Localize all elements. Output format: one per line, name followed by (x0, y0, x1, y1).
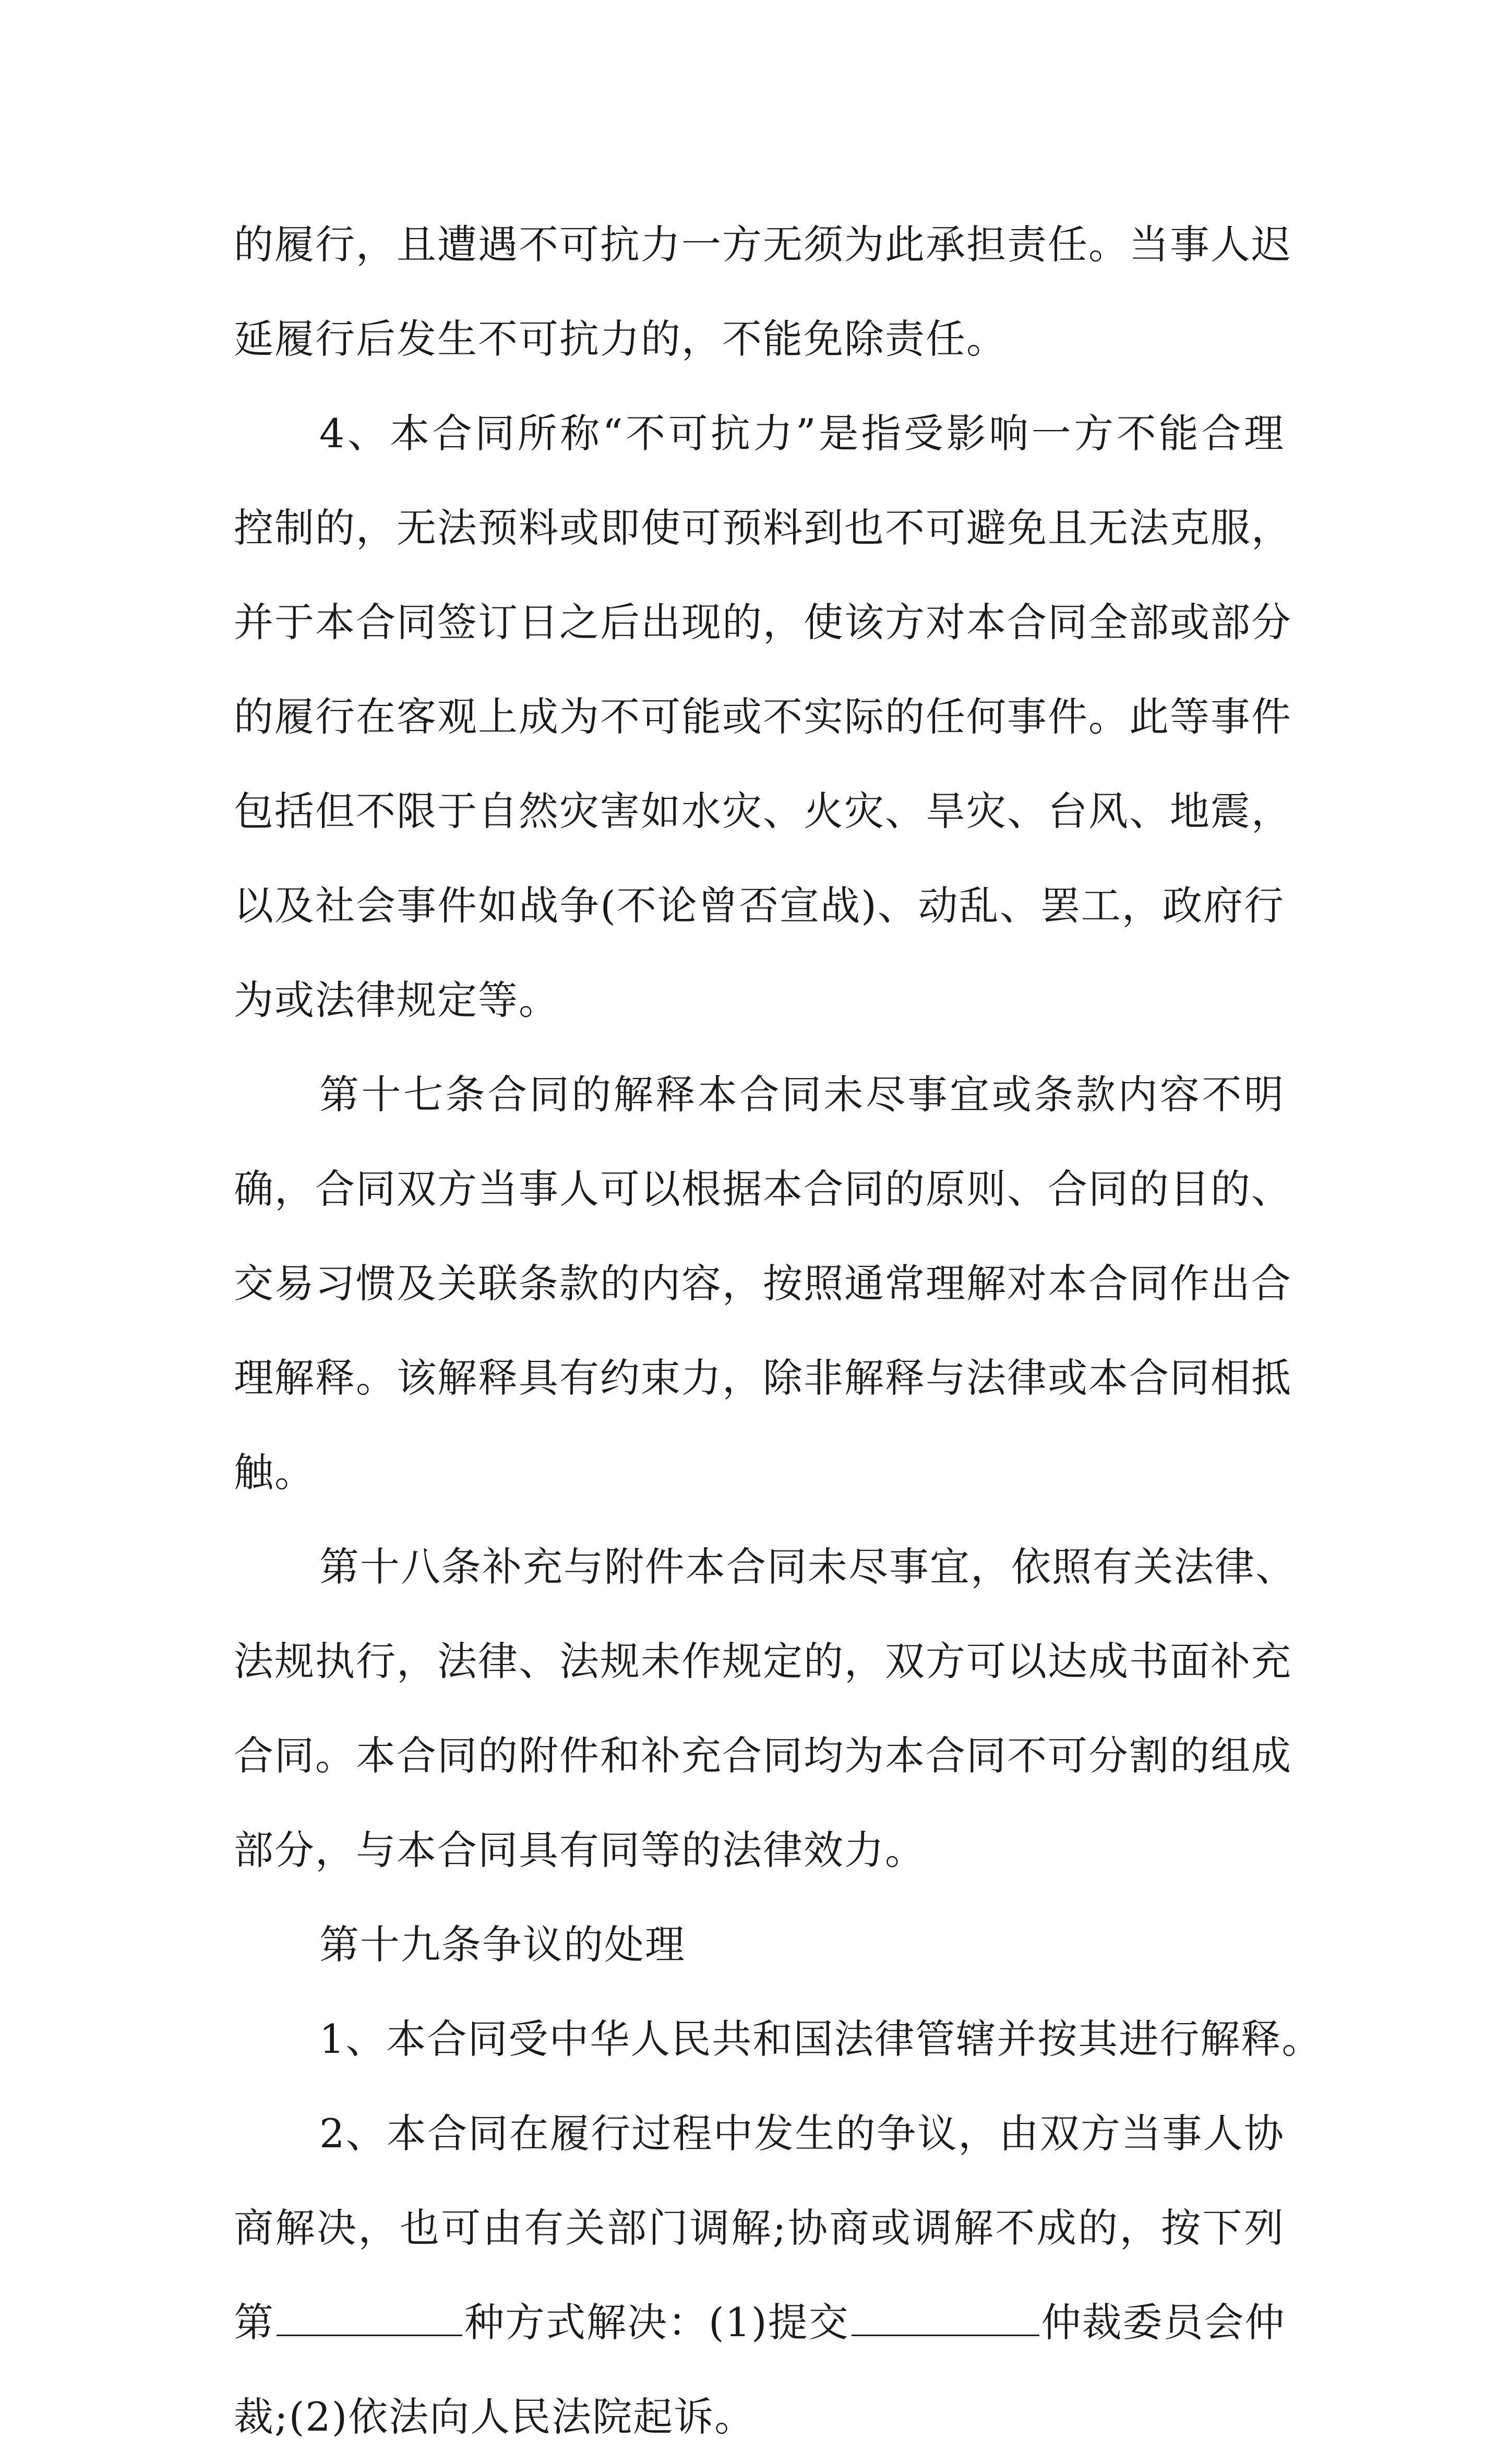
text-line: 第十七条合同的解释本合同未尽事宜或条款内容不明 (319, 1071, 1285, 1118)
text-line: 控制的，无法预料或即使可预料到也不可避免且无法克服， (234, 505, 1292, 551)
text-line: 以及社会事件如战争(不论曾否宣战)、动乱、罢工，政府行 (234, 882, 1285, 929)
text-line: 第十九条争议的处理 (319, 1921, 686, 1968)
fill-in-blank-method[interactable] (277, 2303, 462, 2336)
text-line: 4、本合同所称“不可抗力”是指受影响一方不能合理 (319, 410, 1285, 457)
text-line: 的履行在客观上成为不可能或不实际的任何事件。此等事件 (234, 693, 1292, 740)
text-line: 触。 (234, 1449, 315, 1496)
text-line: 理解释。该解释具有约束力，除非解释与法律或本合同相抵 (234, 1355, 1292, 1401)
text-line: 合同。本合同的附件和补充合同均为本合同不可分割的组成 (234, 1732, 1292, 1779)
paragraph-lines (234, 197, 1323, 2275)
text-line: 裁;(2)依法向人民法院起诉。 (234, 2394, 756, 2440)
text-line: 法规执行，法律、法规未作规定的，双方可以达成书面补充 (234, 1638, 1292, 1684)
text-line: 第十八条补充与附件本合同未尽事宜，依照有关法律、 (319, 1544, 1296, 1590)
text-line: 并于本合同签订日之后出现的，使该方对本合同全部或部分 (234, 599, 1292, 645)
contract-text (234, 197, 1323, 2464)
text-line: 确，合同双方当事人可以根据本合同的原则、合同的目的、 (234, 1166, 1292, 1212)
text-line: 1、本合同受中华人民共和国法律管辖并按其进行解释。 (319, 2016, 1323, 2062)
text-line: 交易习惯及关联条款的内容，按照通常理解对本合同作出合 (234, 1260, 1292, 1307)
text-line: 商解决，也可由有关部门调解;协商或调解不成的，按下列 (234, 2205, 1285, 2251)
text-line: 的履行，且遭遇不可抗力一方无须为此承担责任。当事人迟 (234, 221, 1292, 268)
text-fragment: 第 (234, 2299, 274, 2346)
text-line-with-blanks (234, 2275, 1285, 2370)
text-line: 为或法律规定等。 (234, 977, 559, 1023)
text-fragment: 种方式解决：(1)提交 (464, 2299, 849, 2346)
text-line: 部分，与本合同具有同等的法律效力。 (234, 1827, 926, 1873)
fill-in-blank-arbitration-commission[interactable] (852, 2303, 1039, 2336)
text-line: 2、本合同在履行过程中发生的争议，由双方当事人协 (319, 2110, 1285, 2157)
text-fragment: 仲裁委员会仲 (1041, 2299, 1286, 2346)
text-line: 延履行后发生不可抗力的，不能免除责任。 (234, 316, 1007, 362)
text-line: 包括但不限于自然灾害如水灾、火灾、旱灾、台风、地震， (234, 788, 1292, 834)
